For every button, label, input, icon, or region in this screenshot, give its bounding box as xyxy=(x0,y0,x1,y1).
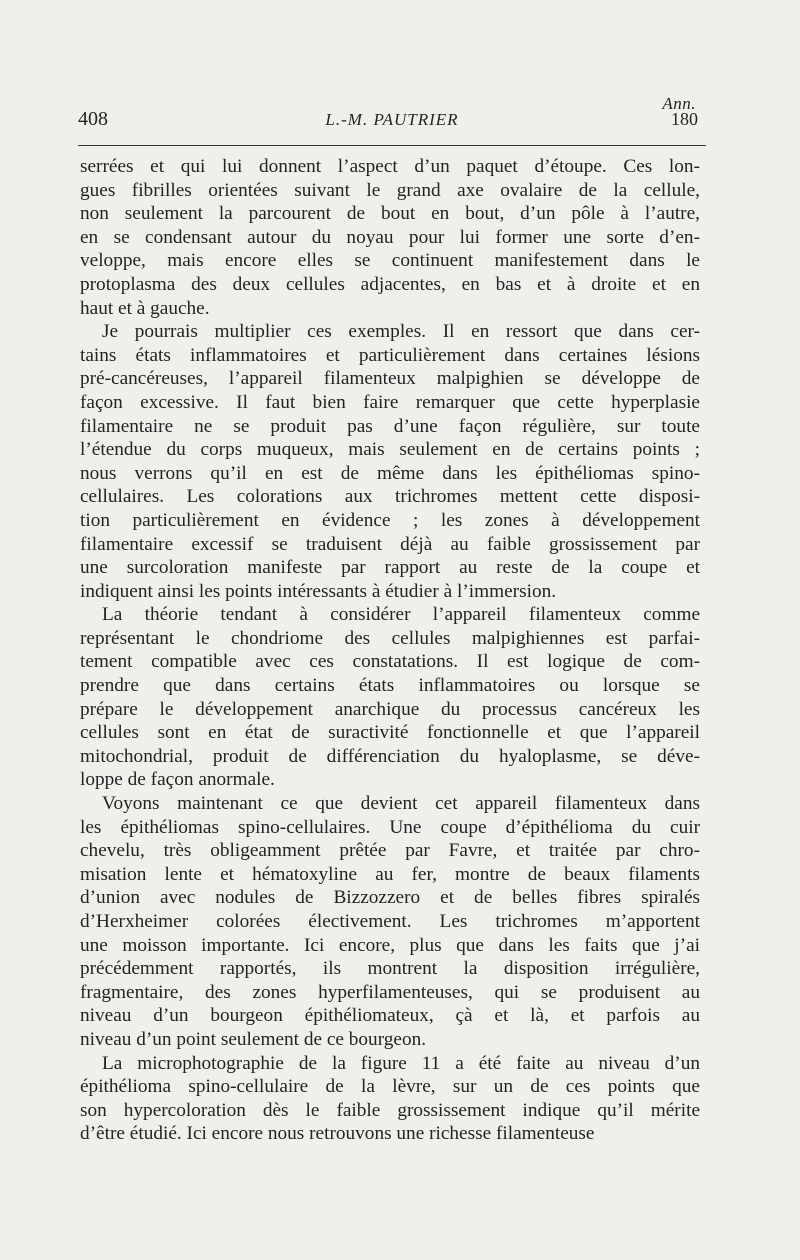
paragraph xyxy=(80,1052,700,1146)
text-line: épithélioma spino-cellulaire de la lèvre, sur un de ces points que xyxy=(80,1076,700,1098)
text-line: veloppe, mais encore elles se continuent manifestement dans le xyxy=(80,250,700,272)
text-line: d’être étudié. Ici encore nous retrouvons une richesse filamenteuse xyxy=(80,1123,595,1145)
text-line: prendre que dans certains états inflammatoires ou lorsque se xyxy=(80,675,700,697)
text-line: les épithéliomas spino-cellulaires. Une coupe d’épithélioma du cuir xyxy=(80,816,700,838)
running-title-author: L.-M. PAUTRIER xyxy=(325,110,459,129)
text-line: misation lente et hématoxyline au fer, montre de beaux filaments xyxy=(80,863,700,885)
page-number: 408 xyxy=(78,108,108,130)
text-line: pré-cancéreuses, l’appareil filamenteux malpighien se développe de xyxy=(80,368,700,390)
paragraph xyxy=(80,320,700,603)
text-line: filamentaire ne se produit pas d’une façon régulière, sur toute xyxy=(80,415,700,437)
body-text xyxy=(80,155,700,1146)
text-line: Je pourrais multiplier ces exemples. Il en ressort que dans cer- xyxy=(102,321,700,343)
text-line: chevelu, très obligeamment prêtée par Favre, et traitée par chro- xyxy=(80,840,700,862)
text-line: prépare le développement anarchique du processus cancéreux les xyxy=(80,698,700,720)
text-line: serrées et qui lui donnent l’aspect d’un paquet d’étoupe. Ces lon- xyxy=(80,156,700,177)
text-line: mitochondrial, produit de différenciation du hyaloplasme, se déve- xyxy=(80,745,700,767)
text-line: indiquent ainsi les points intéressants à étudier à l’immersion. xyxy=(80,580,557,602)
text-line: tains états inflammatoires et particulièrement dans certaines lésions xyxy=(80,344,700,366)
text-line: gues fibrilles orientées suivant le grand axe ovalaire de la cellule, xyxy=(80,179,700,201)
text-line: La théorie tendant à considérer l’appareil filamenteux comme xyxy=(102,604,700,626)
header-rule xyxy=(78,145,706,146)
paragraph xyxy=(80,155,700,320)
text-line: tement compatible avec ces constatations. Il est logique de com- xyxy=(80,651,700,673)
text-line: protoplasma des deux cellules adjacentes, en bas et à droite et en xyxy=(80,273,700,295)
running-header xyxy=(78,88,706,144)
text-line: Voyons maintenant ce que devient cet appareil filamenteux dans xyxy=(102,793,700,815)
paragraph xyxy=(80,603,700,792)
text-line: niveau d’un bourgeon épithéliomateux, çà et là, et parfois au xyxy=(80,1005,700,1027)
text-line: fragmentaire, des zones hyperfilamenteuses, qui se produisent au xyxy=(80,981,700,1003)
text-line: une moisson importante. Ici encore, plus que dans les faits que j’ai xyxy=(80,934,700,956)
text-line: l’étendue du corps muqueux, mais seulement en de certains points ; xyxy=(80,439,700,461)
text-line: d’union avec nodules de Bizzozzero et de belles fibres spiralés xyxy=(80,887,700,909)
text-line: niveau d’un point seulement de ce bourgeon. xyxy=(80,1028,427,1050)
text-line: cellulaires. Les colorations aux trichromes mettent cette disposi- xyxy=(80,486,700,508)
text-line: La microphotographie de la figure 11 a été faite au niveau d’un xyxy=(102,1052,700,1074)
text-line: haut et à gauche. xyxy=(80,297,210,319)
text-line: tion particulièrement en évidence ; les zones à développement xyxy=(80,509,700,531)
text-line: en se condensant autour du noyau pour lui former une sorte d’en- xyxy=(80,226,700,248)
text-line: loppe de façon anormale. xyxy=(80,769,275,791)
header-annotation: Ann. xyxy=(662,94,696,113)
annotation-number: 180 xyxy=(671,109,698,129)
text-line: filamentaire excessif se traduisent déjà au faible grossissement par xyxy=(80,533,700,555)
text-line: représentant le chondriome des cellules malpighiennes est parfai- xyxy=(80,627,700,649)
text-line: d’Herxheimer colorées électivement. Les trichromes m’apportent xyxy=(80,911,700,932)
text-line: précédemment rapportés, ils montrent la disposition irrégulière, xyxy=(80,958,700,980)
text-line: son hypercoloration dès le faible grossissement indique qu’il mérite xyxy=(80,1099,700,1121)
text-line: non seulement la parcourent de bout en bout, d’un pôle à l’autre, xyxy=(80,203,700,225)
text-line: nous verrons qu’il en est de même dans les épithéliomas spino- xyxy=(80,462,700,484)
text-line: façon excessive. Il faut bien faire remarquer que cette hyperplasie xyxy=(80,391,700,413)
paragraph xyxy=(80,792,700,1052)
text-line: une surcoloration manifeste par rapport au reste de la coupe et xyxy=(80,557,700,579)
text-line: cellules sont en état de suractivité fonctionnelle et que l’appareil xyxy=(80,722,700,744)
